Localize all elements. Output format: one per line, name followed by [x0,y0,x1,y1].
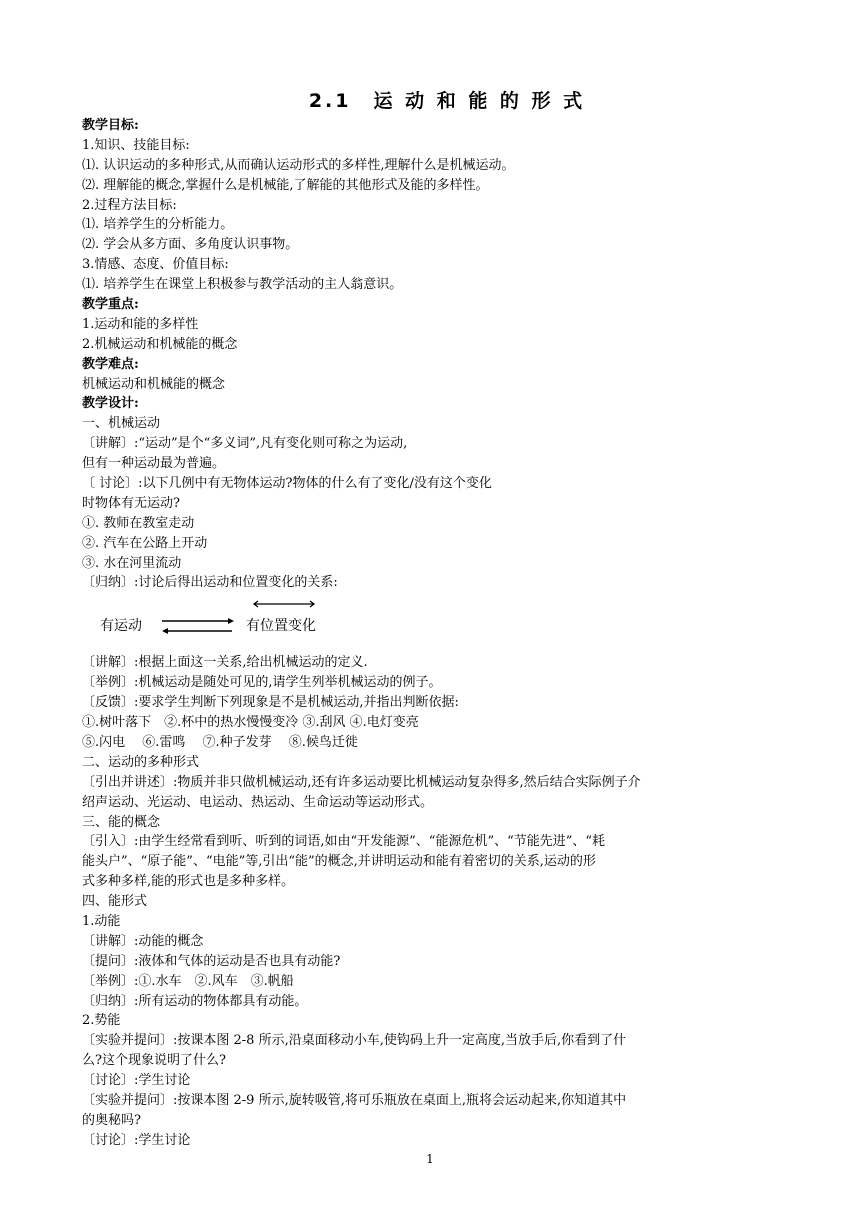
text-line: 〔 讨论〕:以下几例中有无物体运动?物体的什么有了变化/没有这个变化 [82,476,492,492]
text-line: 〔归纳〕:所有运动的物体都具有动能。 [82,993,308,1009]
text-block-2 [82,653,772,1150]
arrow-left-head [162,628,168,634]
text-line: 能头户”、“原子能”、“电能”等,引出“能”的概念,并讲明运动和能有着密切的关系,运动的形 [82,854,596,870]
text-line: 〔引出并讲述〕:物质并非只做机械运动,还有许多运动要比机械运动复杂得多,然后结合实际例子介 [82,774,641,790]
text-line: 〔实验并提问〕:按课本图 2-9 所示,旋转吸管,将可乐瓶放在桌面上,瓶将会运动起来,你知道其中 [82,1092,627,1108]
text-line: 的奥秘吗? [82,1112,141,1128]
text-line: 1.动能 [82,913,121,929]
text-line: 〔讨论〕:学生讨论 [82,1073,191,1089]
text-line: ⑴. 培养学生的分析能力。 [82,217,234,233]
text-line: 一、机械运动 [82,416,161,432]
text-line: ③. 水在河里流动 [82,555,182,571]
text-line: ⑤.闪电 ⑥.雷鸣 ⑦.种子发芽 ⑧.候鸟迁徙 [82,734,358,750]
text-line: 么?这个现象说明了什么? [82,1053,226,1069]
text-line: 时物体有无运动? [82,495,180,511]
page-number: 1 [426,1152,434,1166]
section-heading: 教学设计: [82,396,139,412]
text-line: 〔实验并提问〕:按课本图 2-8 所示,沿桌面移动小车,使钩码上升一定高度,当放手后,你看到了什 [82,1033,627,1049]
text-line: 2.机械运动和机械能的概念 [82,336,238,352]
text-line: 但有一种运动最为普遍。 [82,456,226,472]
text-line: 绍声运动、光运动、电运动、热运动、生命运动等运动形式。 [82,794,434,810]
text-line: 〔讨论〕:学生讨论 [82,1132,191,1148]
document-page [82,86,772,1151]
text-line: 〔引入〕:由学生经常看到听、听到的词语,如由“开发能源”、“能源危机”、“节能先进”、“耗 [82,834,606,850]
text-line: 机械运动和机械能的概念 [82,376,226,392]
text-line: ②. 汽车在公路上开动 [82,535,208,551]
text-line: 3.情感、态度、价值目标: [82,257,229,273]
text-block-1 [82,116,772,593]
text-line: 〔举例〕:机械运动是随处可见的,请学生列举机械运动的例子。 [82,675,442,691]
text-line: 〔归纳〕:讨论后得出运动和位置变化的关系: [82,575,338,591]
diagram-right-label: 有位置变化 [246,618,316,635]
text-line: 〔举例〕:①.水车 ②.风车 ③.帆船 [82,973,294,989]
text-line: ⑵. 学会从多方面、多角度认识事物。 [82,237,299,253]
text-line: 四、能形式 [82,894,148,910]
section-heading: 教学目标: [82,118,139,133]
text-line: 〔反馈〕:要求学生判断下列现象是不是机械运动,并指出判断依据: [82,695,459,711]
text-line: ①. 教师在教室走动 [82,515,195,531]
text-line: 1.运动和能的多样性 [82,316,199,332]
text-line: 〔讲解〕:动能的概念 [82,933,204,949]
section-heading: 教学难点: [82,356,139,372]
text-line: 三、能的概念 [82,814,161,830]
text-line: ⑴. 培养学生在课堂上积极参与教学活动的主人翁意识。 [82,277,403,293]
text-line: 〔讲解〕:根据上面这一关系,给出机械运动的定义. [82,655,368,671]
text-line: ①.树叶落下 ②.杯中的热水慢慢变冷 ③.刮风 ④.电灯变亮 [82,715,419,731]
arrow-right-head [228,618,234,624]
section-heading: 教学重点: [82,297,139,313]
text-line: 2.过程方法目标: [82,197,177,213]
motion-position-diagram [82,593,772,653]
diagram-left-label: 有运动 [100,618,142,635]
text-line: 二、运动的多种形式 [82,754,200,770]
text-line: ⑴. 认识运动的多种形式,从而确认运动形式的多样性,理解什么是机械运动。 [82,157,515,173]
text-line: 〔提问〕:液体和气体的运动是否也具有动能? [82,953,341,969]
text-line: 1.知识、技能目标: [82,137,190,153]
text-line: 式多种多样,能的形式也是多种多样。 [82,874,295,890]
page-title: 2.1 运 动 和 能 的 形 式 [308,90,586,112]
text-line: 〔讲解〕:“运动”是个“多义词”,凡有变化则可称之为运动, [82,436,408,452]
text-line: 2.势能 [82,1013,121,1029]
text-line: ⑵. 理解能的概念,掌握什么是机械能,了解能的其他形式及能的多样性。 [82,177,489,193]
